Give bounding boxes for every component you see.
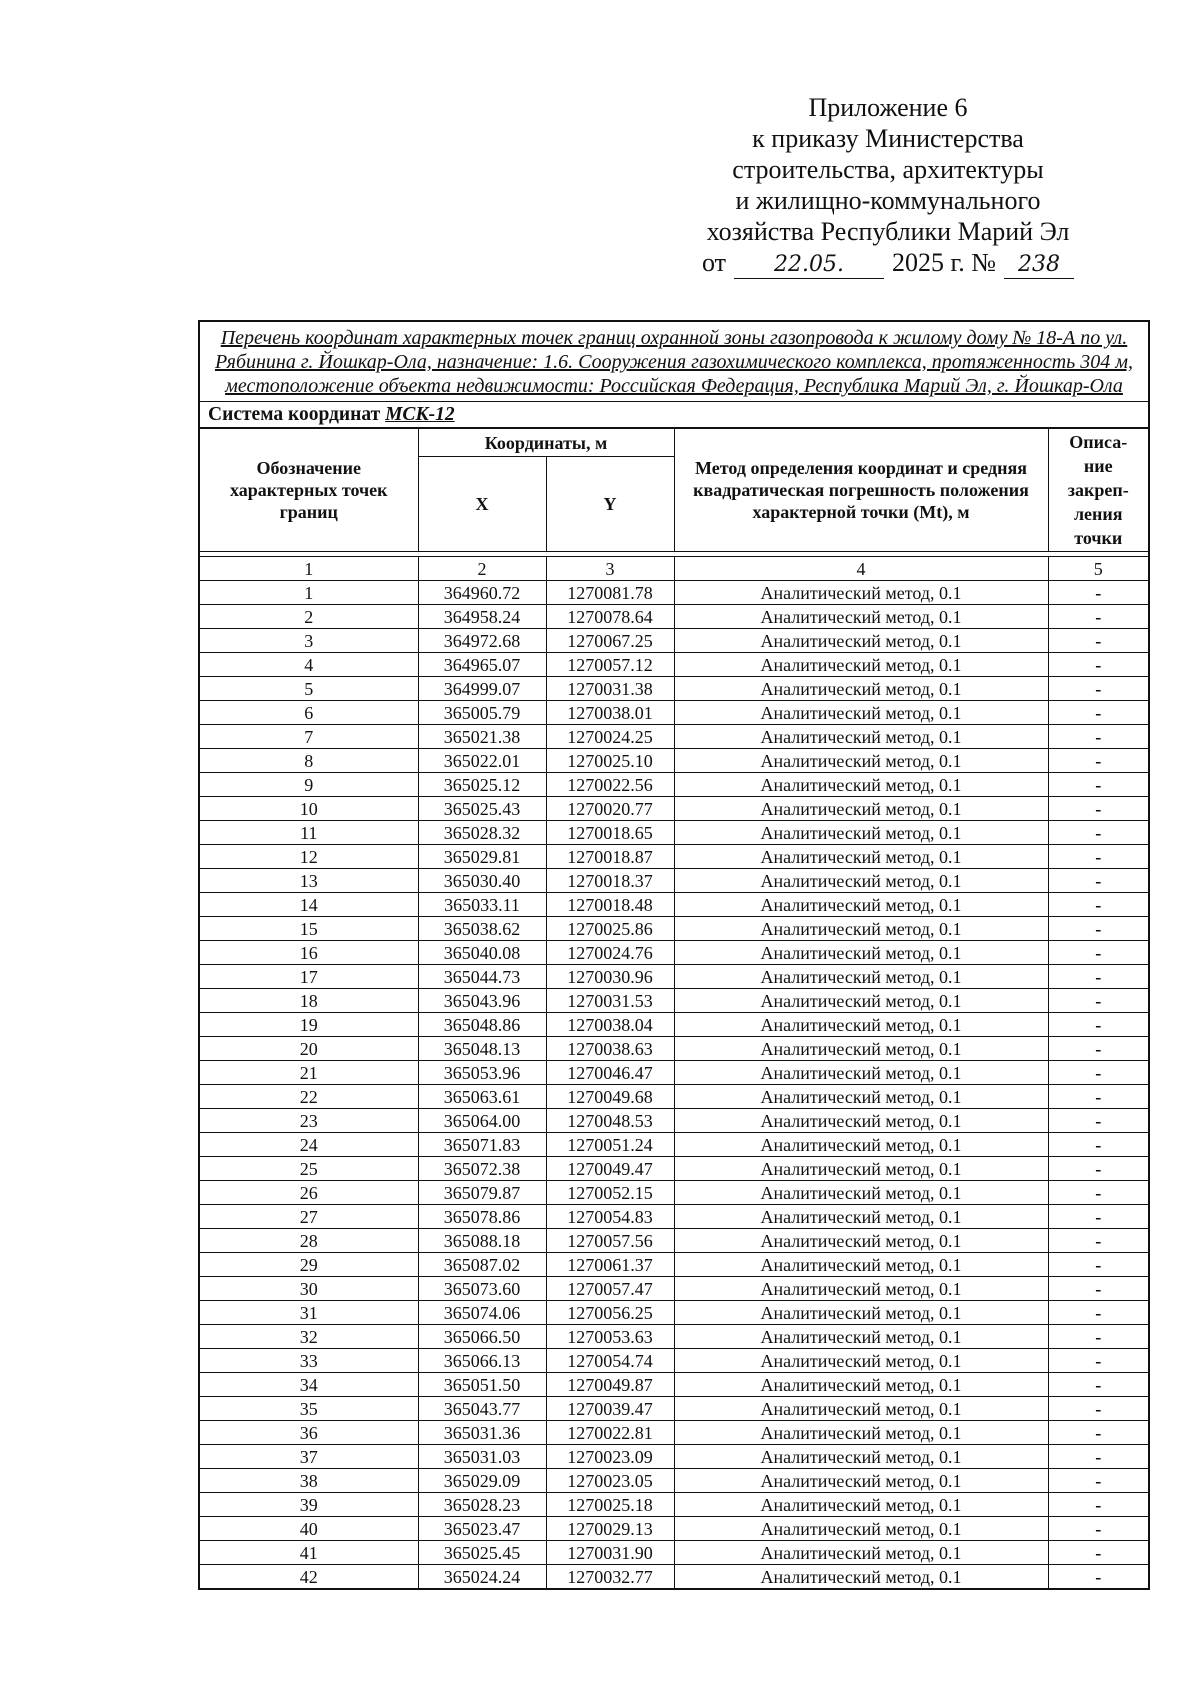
column-number: 3 bbox=[546, 557, 674, 581]
method-cell: Аналитический метод, 0.1 bbox=[674, 845, 1048, 869]
coordinate-y-cell: 1270078.64 bbox=[546, 605, 674, 629]
coordinate-x-cell: 365072.38 bbox=[418, 1157, 546, 1181]
coordinate-x-cell: 365031.36 bbox=[418, 1421, 546, 1445]
table-row bbox=[200, 1301, 1148, 1325]
coordinate-y-cell: 1270061.37 bbox=[546, 1253, 674, 1277]
point-number-cell: 14 bbox=[200, 893, 418, 917]
coordinate-x-cell: 365029.09 bbox=[418, 1469, 546, 1493]
coordinate-y-cell: 1270054.83 bbox=[546, 1205, 674, 1229]
method-cell: Аналитический метод, 0.1 bbox=[674, 653, 1048, 677]
fixing-description-cell: - bbox=[1048, 1301, 1148, 1325]
coordinate-system-value: МСК-12 bbox=[385, 404, 455, 425]
table-row bbox=[200, 1349, 1148, 1373]
table-row bbox=[200, 1541, 1148, 1565]
table-row bbox=[200, 965, 1148, 989]
fixing-description-cell: - bbox=[1048, 941, 1148, 965]
fixing-description-cell: - bbox=[1048, 869, 1148, 893]
table-row bbox=[200, 1421, 1148, 1445]
coordinate-y-cell: 1270022.81 bbox=[546, 1421, 674, 1445]
fixing-description-cell: - bbox=[1048, 1445, 1148, 1469]
column-number: 2 bbox=[418, 557, 546, 581]
coordinate-y-cell: 1270031.38 bbox=[546, 677, 674, 701]
method-cell: Аналитический метод, 0.1 bbox=[674, 941, 1048, 965]
coordinate-x-cell: 365073.60 bbox=[418, 1277, 546, 1301]
coordinate-x-cell: 365078.86 bbox=[418, 1205, 546, 1229]
table-row bbox=[200, 725, 1148, 749]
coordinate-y-cell: 1270057.47 bbox=[546, 1277, 674, 1301]
ministry-line-1: строительства, архитектуры bbox=[732, 155, 1044, 184]
point-number-cell: 37 bbox=[200, 1445, 418, 1469]
coordinate-x-cell: 365066.50 bbox=[418, 1325, 546, 1349]
coordinate-x-cell: 365051.50 bbox=[418, 1373, 546, 1397]
coordinate-y-cell: 1270030.96 bbox=[546, 965, 674, 989]
coordinate-x-cell: 365024.24 bbox=[418, 1565, 546, 1589]
coordinate-y-cell: 1270052.15 bbox=[546, 1181, 674, 1205]
header-y: Y bbox=[546, 457, 674, 552]
coordinate-x-cell: 365023.47 bbox=[418, 1517, 546, 1541]
method-cell: Аналитический метод, 0.1 bbox=[674, 965, 1048, 989]
point-number-cell: 28 bbox=[200, 1229, 418, 1253]
order-date-line bbox=[668, 247, 1108, 279]
table-row bbox=[200, 845, 1148, 869]
fixing-description-cell: - bbox=[1048, 989, 1148, 1013]
coordinate-x-cell: 365066.13 bbox=[418, 1349, 546, 1373]
table-row bbox=[200, 893, 1148, 917]
coordinate-y-cell: 1270032.77 bbox=[546, 1565, 674, 1589]
fixing-description-cell: - bbox=[1048, 917, 1148, 941]
point-number-cell: 36 bbox=[200, 1421, 418, 1445]
order-reference-line: к приказу Министерства bbox=[752, 124, 1024, 153]
fixing-description-cell: - bbox=[1048, 1349, 1148, 1373]
method-cell: Аналитический метод, 0.1 bbox=[674, 1133, 1048, 1157]
fixing-description-cell: - bbox=[1048, 1229, 1148, 1253]
coordinate-y-cell: 1270025.86 bbox=[546, 917, 674, 941]
coordinate-x-cell: 364958.24 bbox=[418, 605, 546, 629]
method-cell: Аналитический метод, 0.1 bbox=[674, 821, 1048, 845]
coordinate-y-cell: 1270029.13 bbox=[546, 1517, 674, 1541]
coordinate-y-cell: 1270067.25 bbox=[546, 629, 674, 653]
order-number-handwritten: 238 bbox=[1004, 252, 1074, 279]
coordinate-y-cell: 1270054.74 bbox=[546, 1349, 674, 1373]
fixing-description-cell: - bbox=[1048, 1133, 1148, 1157]
table-row bbox=[200, 749, 1148, 773]
method-cell: Аналитический метод, 0.1 bbox=[674, 1421, 1048, 1445]
coordinate-y-cell: 1270053.63 bbox=[546, 1325, 674, 1349]
method-cell: Аналитический метод, 0.1 bbox=[674, 1325, 1048, 1349]
method-cell: Аналитический метод, 0.1 bbox=[674, 1109, 1048, 1133]
coordinate-y-cell: 1270049.68 bbox=[546, 1085, 674, 1109]
method-cell: Аналитический метод, 0.1 bbox=[674, 1373, 1048, 1397]
point-number-cell: 1 bbox=[200, 581, 418, 605]
coordinate-y-cell: 1270048.53 bbox=[546, 1109, 674, 1133]
fixing-description-cell: - bbox=[1048, 893, 1148, 917]
method-cell: Аналитический метод, 0.1 bbox=[674, 1349, 1048, 1373]
fixing-description-cell: - bbox=[1048, 1421, 1148, 1445]
point-number-cell: 10 bbox=[200, 797, 418, 821]
point-number-cell: 6 bbox=[200, 701, 418, 725]
point-number-cell: 24 bbox=[200, 1133, 418, 1157]
coordinate-y-cell: 1270057.12 bbox=[546, 653, 674, 677]
coordinate-y-cell: 1270038.63 bbox=[546, 1037, 674, 1061]
point-number-cell: 20 bbox=[200, 1037, 418, 1061]
point-number-cell: 5 bbox=[200, 677, 418, 701]
fixing-description-cell: - bbox=[1048, 845, 1148, 869]
coordinate-x-cell: 365088.18 bbox=[418, 1229, 546, 1253]
coordinate-x-cell: 365071.83 bbox=[418, 1133, 546, 1157]
method-cell: Аналитический метод, 0.1 bbox=[674, 1037, 1048, 1061]
fixing-description-cell: - bbox=[1048, 965, 1148, 989]
coordinate-y-cell: 1270022.56 bbox=[546, 773, 674, 797]
coordinate-y-cell: 1270024.25 bbox=[546, 725, 674, 749]
method-cell: Аналитический метод, 0.1 bbox=[674, 1253, 1048, 1277]
coordinate-x-cell: 365025.43 bbox=[418, 797, 546, 821]
coordinate-y-cell: 1270051.24 bbox=[546, 1133, 674, 1157]
date-prefix: от bbox=[701, 248, 726, 277]
method-cell: Аналитический метод, 0.1 bbox=[674, 1205, 1048, 1229]
table-row bbox=[200, 1445, 1148, 1469]
table-row bbox=[200, 701, 1148, 725]
coordinate-x-cell: 364960.72 bbox=[418, 581, 546, 605]
coordinate-y-cell: 1270020.77 bbox=[546, 797, 674, 821]
coordinate-x-cell: 365028.32 bbox=[418, 821, 546, 845]
fixing-description-cell: - bbox=[1048, 677, 1148, 701]
method-cell: Аналитический метод, 0.1 bbox=[674, 725, 1048, 749]
fixing-description-cell: - bbox=[1048, 1373, 1148, 1397]
table-row bbox=[200, 1109, 1148, 1133]
fixing-description-cell: - bbox=[1048, 1325, 1148, 1349]
coordinate-y-cell: 1270049.87 bbox=[546, 1373, 674, 1397]
method-cell: Аналитический метод, 0.1 bbox=[674, 1517, 1048, 1541]
method-cell: Аналитический метод, 0.1 bbox=[674, 869, 1048, 893]
method-cell: Аналитический метод, 0.1 bbox=[674, 605, 1048, 629]
table-row bbox=[200, 1157, 1148, 1181]
appendix-number: Приложение 6 bbox=[808, 93, 968, 122]
coordinate-x-cell: 365044.73 bbox=[418, 965, 546, 989]
method-cell: Аналитический метод, 0.1 bbox=[674, 1397, 1048, 1421]
header-method: Метод определения координат и средняя квадратическая погрешность положения характерной точки (Mt), м bbox=[674, 429, 1048, 552]
method-cell: Аналитический метод, 0.1 bbox=[674, 1229, 1048, 1253]
ministry-line-2: и жилищно-коммунального bbox=[735, 186, 1041, 215]
point-number-cell: 21 bbox=[200, 1061, 418, 1085]
method-cell: Аналитический метод, 0.1 bbox=[674, 773, 1048, 797]
table-row bbox=[200, 917, 1148, 941]
coordinate-x-cell: 365038.62 bbox=[418, 917, 546, 941]
table-row bbox=[200, 629, 1148, 653]
table-row bbox=[200, 797, 1148, 821]
method-cell: Аналитический метод, 0.1 bbox=[674, 701, 1048, 725]
point-number-cell: 25 bbox=[200, 1157, 418, 1181]
order-year-number-label: 2025 г. № bbox=[891, 248, 997, 277]
table-row bbox=[200, 1517, 1148, 1541]
method-cell: Аналитический метод, 0.1 bbox=[674, 629, 1048, 653]
header-point-designation: Обозначение характерных точек границ bbox=[200, 429, 418, 552]
fixing-description-cell: - bbox=[1048, 821, 1148, 845]
point-number-cell: 19 bbox=[200, 1013, 418, 1037]
coordinate-y-cell: 1270056.25 bbox=[546, 1301, 674, 1325]
column-number: 5 bbox=[1048, 557, 1148, 581]
method-cell: Аналитический метод, 0.1 bbox=[674, 749, 1048, 773]
fixing-description-cell: - bbox=[1048, 1109, 1148, 1133]
coordinate-y-cell: 1270023.09 bbox=[546, 1445, 674, 1469]
point-number-cell: 17 bbox=[200, 965, 418, 989]
coordinate-x-cell: 365025.45 bbox=[418, 1541, 546, 1565]
table-row bbox=[200, 653, 1148, 677]
table-row bbox=[200, 869, 1148, 893]
column-number: 4 bbox=[674, 557, 1048, 581]
coordinate-x-cell: 365030.40 bbox=[418, 869, 546, 893]
point-number-cell: 32 bbox=[200, 1325, 418, 1349]
coordinate-x-cell: 365033.11 bbox=[418, 893, 546, 917]
coordinate-y-cell: 1270018.37 bbox=[546, 869, 674, 893]
method-cell: Аналитический метод, 0.1 bbox=[674, 1541, 1048, 1565]
point-number-cell: 23 bbox=[200, 1109, 418, 1133]
fixing-description-cell: - bbox=[1048, 701, 1148, 725]
method-cell: Аналитический метод, 0.1 bbox=[674, 1445, 1048, 1469]
coordinate-y-cell: 1270039.47 bbox=[546, 1397, 674, 1421]
fixing-description-cell: - bbox=[1048, 1181, 1148, 1205]
method-cell: Аналитический метод, 0.1 bbox=[674, 1061, 1048, 1085]
table-row bbox=[200, 1469, 1148, 1493]
table-row bbox=[200, 581, 1148, 605]
header-x: X bbox=[418, 457, 546, 552]
coordinate-x-cell: 365040.08 bbox=[418, 941, 546, 965]
table-row bbox=[200, 941, 1148, 965]
point-number-cell: 42 bbox=[200, 1565, 418, 1589]
method-cell: Аналитический метод, 0.1 bbox=[674, 893, 1048, 917]
order-date-handwritten: 22.05. bbox=[734, 252, 884, 279]
coordinate-y-cell: 1270031.90 bbox=[546, 1541, 674, 1565]
coordinate-x-cell: 365048.13 bbox=[418, 1037, 546, 1061]
coordinate-x-cell: 365064.00 bbox=[418, 1109, 546, 1133]
coordinate-y-cell: 1270057.56 bbox=[546, 1229, 674, 1253]
point-number-cell: 41 bbox=[200, 1541, 418, 1565]
coordinate-x-cell: 365031.03 bbox=[418, 1445, 546, 1469]
coordinate-system-label: Система координат bbox=[208, 404, 381, 425]
method-cell: Аналитический метод, 0.1 bbox=[674, 581, 1048, 605]
method-cell: Аналитический метод, 0.1 bbox=[674, 797, 1048, 821]
header-coordinates: Координаты, м bbox=[418, 429, 674, 457]
coordinate-x-cell: 364999.07 bbox=[418, 677, 546, 701]
coordinate-y-cell: 1270018.48 bbox=[546, 893, 674, 917]
coordinate-y-cell: 1270018.65 bbox=[546, 821, 674, 845]
fixing-description-cell: - bbox=[1048, 1037, 1148, 1061]
point-number-cell: 13 bbox=[200, 869, 418, 893]
fixing-description-cell: - bbox=[1048, 1085, 1148, 1109]
fixing-description-cell: - bbox=[1048, 1277, 1148, 1301]
coordinate-x-cell: 365087.02 bbox=[418, 1253, 546, 1277]
coordinate-x-cell: 365074.06 bbox=[418, 1301, 546, 1325]
table-row bbox=[200, 605, 1148, 629]
table-row bbox=[200, 1061, 1148, 1085]
point-number-cell: 40 bbox=[200, 1517, 418, 1541]
table-row bbox=[200, 773, 1148, 797]
fixing-description-cell: - bbox=[1048, 629, 1148, 653]
coordinates-sheet bbox=[198, 320, 1150, 1590]
coordinate-x-cell: 365043.77 bbox=[418, 1397, 546, 1421]
coordinate-x-cell: 365022.01 bbox=[418, 749, 546, 773]
method-cell: Аналитический метод, 0.1 bbox=[674, 677, 1048, 701]
ministry-line-3: хозяйства Республики Марий Эл bbox=[706, 217, 1070, 246]
fixing-description-cell: - bbox=[1048, 797, 1148, 821]
coordinate-system-row bbox=[200, 402, 1148, 428]
table-row bbox=[200, 1253, 1148, 1277]
table-row bbox=[200, 1181, 1148, 1205]
table-row bbox=[200, 1565, 1148, 1589]
point-number-cell: 15 bbox=[200, 917, 418, 941]
coordinates-table-body bbox=[200, 557, 1148, 1589]
table-row bbox=[200, 1229, 1148, 1253]
fixing-description-cell: - bbox=[1048, 725, 1148, 749]
header-fixing-description: Описа-ние закреп-ления точки bbox=[1048, 429, 1148, 552]
method-cell: Аналитический метод, 0.1 bbox=[674, 1565, 1048, 1589]
point-number-cell: 34 bbox=[200, 1373, 418, 1397]
point-number-cell: 35 bbox=[200, 1397, 418, 1421]
coordinate-x-cell: 365005.79 bbox=[418, 701, 546, 725]
table-row bbox=[200, 1325, 1148, 1349]
fixing-description-cell: - bbox=[1048, 653, 1148, 677]
coordinate-y-cell: 1270038.04 bbox=[546, 1013, 674, 1037]
point-number-cell: 33 bbox=[200, 1349, 418, 1373]
table-row bbox=[200, 1133, 1148, 1157]
method-cell: Аналитический метод, 0.1 bbox=[674, 1013, 1048, 1037]
point-number-cell: 3 bbox=[200, 629, 418, 653]
fixing-description-cell: - bbox=[1048, 1493, 1148, 1517]
coordinate-x-cell: 365043.96 bbox=[418, 989, 546, 1013]
fixing-description-cell: - bbox=[1048, 1061, 1148, 1085]
method-cell: Аналитический метод, 0.1 bbox=[674, 1301, 1048, 1325]
fixing-description-cell: - bbox=[1048, 1013, 1148, 1037]
coordinate-y-cell: 1270049.47 bbox=[546, 1157, 674, 1181]
point-number-cell: 31 bbox=[200, 1301, 418, 1325]
fixing-description-cell: - bbox=[1048, 581, 1148, 605]
point-number-cell: 29 bbox=[200, 1253, 418, 1277]
method-cell: Аналитический метод, 0.1 bbox=[674, 1277, 1048, 1301]
coordinate-y-cell: 1270031.53 bbox=[546, 989, 674, 1013]
fixing-description-cell: - bbox=[1048, 749, 1148, 773]
coordinate-x-cell: 365053.96 bbox=[418, 1061, 546, 1085]
coordinates-table bbox=[200, 428, 1148, 1588]
fixing-description-cell: - bbox=[1048, 1469, 1148, 1493]
appendix-header bbox=[668, 92, 1108, 279]
fixing-description-cell: - bbox=[1048, 1565, 1148, 1589]
fixing-description-cell: - bbox=[1048, 1397, 1148, 1421]
fixing-description-cell: - bbox=[1048, 1157, 1148, 1181]
coordinate-x-cell: 364965.07 bbox=[418, 653, 546, 677]
coordinate-x-cell: 365079.87 bbox=[418, 1181, 546, 1205]
fixing-description-cell: - bbox=[1048, 1517, 1148, 1541]
coordinate-y-cell: 1270023.05 bbox=[546, 1469, 674, 1493]
table-row bbox=[200, 1373, 1148, 1397]
method-cell: Аналитический метод, 0.1 bbox=[674, 1469, 1048, 1493]
point-number-cell: 22 bbox=[200, 1085, 418, 1109]
point-number-cell: 12 bbox=[200, 845, 418, 869]
point-number-cell: 38 bbox=[200, 1469, 418, 1493]
table-row bbox=[200, 989, 1148, 1013]
column-number-row bbox=[200, 557, 1148, 581]
fixing-description-cell: - bbox=[1048, 1253, 1148, 1277]
table-row bbox=[200, 1493, 1148, 1517]
coordinate-y-cell: 1270038.01 bbox=[546, 701, 674, 725]
fixing-description-cell: - bbox=[1048, 1541, 1148, 1565]
coordinate-y-cell: 1270024.76 bbox=[546, 941, 674, 965]
coordinate-y-cell: 1270025.18 bbox=[546, 1493, 674, 1517]
point-number-cell: 11 bbox=[200, 821, 418, 845]
point-number-cell: 18 bbox=[200, 989, 418, 1013]
document-title: Перечень координат характерных точек границ охранной зоны газопровода к жилому дому № 18-А по ул. Рябинина г. Йошкар-Ола, назначение: 1.6. Сооружения газохимического комплекса, протяженность 304 м, местоположение объекта недвижимости: Российская Федерация, Республика Марий Эл, г. Йошкар-Ола bbox=[200, 322, 1148, 402]
coordinate-x-cell: 365063.61 bbox=[418, 1085, 546, 1109]
coordinate-y-cell: 1270025.10 bbox=[546, 749, 674, 773]
fixing-description-cell: - bbox=[1048, 1205, 1148, 1229]
table-row bbox=[200, 1037, 1148, 1061]
fixing-description-cell: - bbox=[1048, 605, 1148, 629]
method-cell: Аналитический метод, 0.1 bbox=[674, 1157, 1048, 1181]
table-row bbox=[200, 1277, 1148, 1301]
point-number-cell: 39 bbox=[200, 1493, 418, 1517]
coordinate-y-cell: 1270081.78 bbox=[546, 581, 674, 605]
coordinate-x-cell: 365025.12 bbox=[418, 773, 546, 797]
point-number-cell: 8 bbox=[200, 749, 418, 773]
table-row bbox=[200, 1085, 1148, 1109]
point-number-cell: 7 bbox=[200, 725, 418, 749]
point-number-cell: 9 bbox=[200, 773, 418, 797]
coordinate-x-cell: 364972.68 bbox=[418, 629, 546, 653]
point-number-cell: 4 bbox=[200, 653, 418, 677]
method-cell: Аналитический метод, 0.1 bbox=[674, 989, 1048, 1013]
coordinate-y-cell: 1270046.47 bbox=[546, 1061, 674, 1085]
point-number-cell: 30 bbox=[200, 1277, 418, 1301]
point-number-cell: 16 bbox=[200, 941, 418, 965]
table-row bbox=[200, 1397, 1148, 1421]
table-row bbox=[200, 821, 1148, 845]
table-row bbox=[200, 1205, 1148, 1229]
fixing-description-cell: - bbox=[1048, 773, 1148, 797]
coordinate-x-cell: 365029.81 bbox=[418, 845, 546, 869]
method-cell: Аналитический метод, 0.1 bbox=[674, 1181, 1048, 1205]
point-number-cell: 27 bbox=[200, 1205, 418, 1229]
table-row bbox=[200, 677, 1148, 701]
method-cell: Аналитический метод, 0.1 bbox=[674, 1085, 1048, 1109]
table-row bbox=[200, 1013, 1148, 1037]
point-number-cell: 26 bbox=[200, 1181, 418, 1205]
coordinate-x-cell: 365028.23 bbox=[418, 1493, 546, 1517]
method-cell: Аналитический метод, 0.1 bbox=[674, 1493, 1048, 1517]
point-number-cell: 2 bbox=[200, 605, 418, 629]
column-number: 1 bbox=[200, 557, 418, 581]
method-cell: Аналитический метод, 0.1 bbox=[674, 917, 1048, 941]
coordinate-x-cell: 365048.86 bbox=[418, 1013, 546, 1037]
coordinate-y-cell: 1270018.87 bbox=[546, 845, 674, 869]
coordinate-x-cell: 365021.38 bbox=[418, 725, 546, 749]
